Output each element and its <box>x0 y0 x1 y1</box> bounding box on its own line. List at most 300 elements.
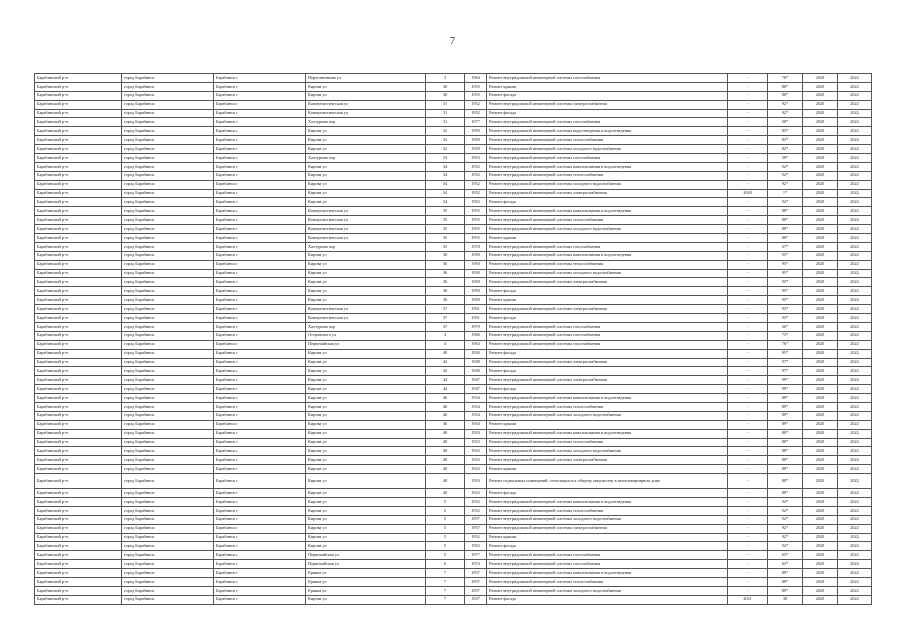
house-number-cell: 32 <box>426 145 465 154</box>
table-row <box>35 251 872 260</box>
settlement-cell: Барабинск г <box>214 551 306 560</box>
municipality-cell: город Барабинск <box>122 577 214 586</box>
street-cell: Кирова ул <box>306 278 426 287</box>
street-cell: Кирова ул <box>306 542 426 551</box>
previous-repair-cell: - <box>728 269 768 278</box>
street-cell: Кирова ул <box>306 474 426 489</box>
work-type-cell: Ремонт внутридомовой инженерной системы газоснабжения <box>487 154 728 163</box>
district-cell: Барабинский р-н <box>35 577 122 586</box>
street-cell: Кирова ул <box>306 595 426 604</box>
municipality-cell: город Барабинск <box>122 322 214 331</box>
wear-cell: 88* <box>768 489 803 498</box>
street-cell: Пероганинкова ул <box>306 74 426 83</box>
build-year-cell: 1934 <box>465 411 487 420</box>
house-number-cell: 34 <box>426 198 465 207</box>
work-type-cell: Ремонт внутридомовой инженерной системы теплоснабжения <box>487 171 728 180</box>
work-type-cell: Ремонт внутридомовой инженерной системы газоснабжения <box>487 340 728 349</box>
work-type-cell: Ремонт фасада <box>487 489 728 498</box>
wear-cell: 89* <box>768 569 803 578</box>
plan-start-cell: 2020 <box>803 533 838 542</box>
previous-repair-cell: - <box>728 198 768 207</box>
build-year-cell: 1957 <box>465 515 487 524</box>
table-row <box>35 278 872 287</box>
municipality-cell: город Барабинск <box>122 251 214 260</box>
previous-repair-cell: - <box>728 533 768 542</box>
wear-cell: 95* <box>768 296 803 305</box>
district-cell: Барабинский р-н <box>35 506 122 515</box>
district-cell: Барабинский р-н <box>35 269 122 278</box>
work-type-cell: Ремонт подвальных помещений, относящихся к общему имуществу в многоквартирном доме <box>487 474 728 489</box>
plan-start-cell: 2020 <box>803 260 838 269</box>
build-year-cell: 1952 <box>465 100 487 109</box>
settlement-cell: Барабинск г <box>214 489 306 498</box>
house-number-cell: 48 <box>426 438 465 447</box>
settlement-cell: Барабинск г <box>214 145 306 154</box>
plan-end-cell: 2022 <box>838 234 872 243</box>
settlement-cell: Барабинск г <box>214 225 306 234</box>
previous-repair-cell: - <box>728 287 768 296</box>
street-cell: Кирова ул <box>306 145 426 154</box>
table-row <box>35 154 872 163</box>
previous-repair-cell: - <box>728 569 768 578</box>
table-row <box>35 349 872 358</box>
previous-repair-cell: - <box>728 551 768 560</box>
previous-repair-cell: - <box>728 358 768 367</box>
settlement-cell: Барабинск г <box>214 402 306 411</box>
build-year-cell: 1959 <box>465 127 487 136</box>
previous-repair-cell: 2020 <box>728 189 768 198</box>
house-number-cell: 44 <box>426 385 465 394</box>
house-number-cell: 31 <box>426 109 465 118</box>
house-number-cell: 5 <box>426 506 465 515</box>
wear-cell: 93* <box>768 305 803 314</box>
plan-end-cell: 2022 <box>838 340 872 349</box>
table-row <box>35 577 872 586</box>
plan-end-cell: 2022 <box>838 198 872 207</box>
municipality-cell: город Барабинск <box>122 171 214 180</box>
table-row <box>35 438 872 447</box>
district-cell: Барабинский р-н <box>35 438 122 447</box>
municipality-cell: город Барабинск <box>122 497 214 506</box>
district-cell: Барабинский р-н <box>35 127 122 136</box>
municipality-cell: город Барабинск <box>122 100 214 109</box>
wear-cell: 88* <box>768 474 803 489</box>
work-type-cell: Ремонт фасада <box>487 595 728 604</box>
district-cell: Барабинский р-н <box>35 586 122 595</box>
previous-repair-cell: - <box>728 429 768 438</box>
work-type-cell: Ремонт внутридомовой инженерной системы газоснабжения <box>487 242 728 251</box>
plan-end-cell: 2022 <box>838 447 872 456</box>
street-cell: Кирова ул <box>306 287 426 296</box>
wear-cell: 95* <box>768 349 803 358</box>
municipality-cell: город Барабинск <box>122 376 214 385</box>
municipality-cell: город Барабинск <box>122 242 214 251</box>
work-type-cell: Ремонт внутридомовой инженерной системы холодного водоснабжения <box>487 180 728 189</box>
table-row <box>35 489 872 498</box>
plan-start-cell: 2020 <box>803 542 838 551</box>
wear-cell: 83* <box>768 136 803 145</box>
previous-repair-cell: - <box>728 260 768 269</box>
plan-end-cell: 2022 <box>838 269 872 278</box>
plan-end-cell: 2022 <box>838 145 872 154</box>
district-cell: Барабинский р-н <box>35 411 122 420</box>
table-row <box>35 542 872 551</box>
district-cell: Барабинский р-н <box>35 560 122 569</box>
previous-repair-cell: - <box>728 402 768 411</box>
settlement-cell: Барабинск г <box>214 376 306 385</box>
municipality-cell: город Барабинск <box>122 109 214 118</box>
plan-start-cell: 2020 <box>803 162 838 171</box>
wear-cell: 97* <box>768 358 803 367</box>
plan-start-cell: 2020 <box>803 515 838 524</box>
house-number-cell: 4 <box>426 340 465 349</box>
previous-repair-cell: - <box>728 447 768 456</box>
municipality-cell: город Барабинск <box>122 340 214 349</box>
table-body <box>35 74 872 605</box>
settlement-cell: Барабинск г <box>214 506 306 515</box>
work-type-cell: Ремонт внутридомовой инженерной системы теплоснабжения <box>487 438 728 447</box>
district-cell: Барабинский р-н <box>35 171 122 180</box>
table-row <box>35 524 872 533</box>
previous-repair-cell: - <box>728 171 768 180</box>
settlement-cell: Барабинск г <box>214 278 306 287</box>
previous-repair-cell: - <box>728 180 768 189</box>
build-year-cell: 1952 <box>465 497 487 506</box>
municipality-cell: город Барабинск <box>122 411 214 420</box>
settlement-cell: Барабинск г <box>214 100 306 109</box>
plan-start-cell: 2020 <box>803 305 838 314</box>
table-row <box>35 207 872 216</box>
house-number-cell: 37 <box>426 305 465 314</box>
settlement-cell: Барабинск г <box>214 171 306 180</box>
wear-cell: 37* <box>768 242 803 251</box>
settlement-cell: Барабинск г <box>214 465 306 474</box>
settlement-cell: Барабинск г <box>214 296 306 305</box>
settlement-cell: Барабинск г <box>214 533 306 542</box>
wear-cell: 92* <box>768 497 803 506</box>
wear-cell: 89* <box>768 420 803 429</box>
build-year-cell: 1950 <box>465 278 487 287</box>
plan-end-cell: 2022 <box>838 189 872 198</box>
plan-start-cell: 2020 <box>803 278 838 287</box>
build-year-cell: 1952 <box>465 533 487 542</box>
municipality-cell: город Барабинск <box>122 465 214 474</box>
previous-repair-cell: - <box>728 322 768 331</box>
plan-end-cell: 2022 <box>838 438 872 447</box>
house-number-cell: 48 <box>426 447 465 456</box>
build-year-cell: 1959 <box>465 145 487 154</box>
plan-start-cell: 2020 <box>803 82 838 91</box>
build-year-cell: 1952 <box>465 162 487 171</box>
wear-cell: 88* <box>768 456 803 465</box>
wear-cell: 89* <box>768 394 803 403</box>
house-number-cell: 7 <box>426 595 465 604</box>
plan-end-cell: 2022 <box>838 474 872 489</box>
district-cell: Барабинский р-н <box>35 349 122 358</box>
street-cell: Кирова ул <box>306 269 426 278</box>
build-year-cell: 1951 <box>465 314 487 323</box>
settlement-cell: Барабинск г <box>214 287 306 296</box>
municipality-cell: город Барабинск <box>122 456 214 465</box>
build-year-cell: 1952 <box>465 198 487 207</box>
table-row <box>35 533 872 542</box>
settlement-cell: Барабинск г <box>214 358 306 367</box>
wear-cell: 76* <box>768 340 803 349</box>
wear-cell: 92* <box>768 171 803 180</box>
municipality-cell: город Барабинск <box>122 234 214 243</box>
municipality-cell: город Барабинск <box>122 524 214 533</box>
plan-end-cell: 2022 <box>838 420 872 429</box>
wear-cell: 88* <box>768 429 803 438</box>
settlement-cell: Барабинск г <box>214 154 306 163</box>
municipality-cell: город Барабинск <box>122 429 214 438</box>
settlement-cell: Барабинск г <box>214 322 306 331</box>
previous-repair-cell: - <box>728 82 768 91</box>
table-row <box>35 402 872 411</box>
build-year-cell: 1966 <box>465 331 487 340</box>
previous-repair-cell: - <box>728 136 768 145</box>
municipality-cell: город Барабинск <box>122 402 214 411</box>
table-row <box>35 225 872 234</box>
municipality-cell: город Барабинск <box>122 586 214 595</box>
street-cell: Халтурина пер <box>306 154 426 163</box>
municipality-cell: город Барабинск <box>122 595 214 604</box>
settlement-cell: Барабинск г <box>214 305 306 314</box>
street-cell: Коммунистическая ул <box>306 314 426 323</box>
municipality-cell: город Барабинск <box>122 394 214 403</box>
street-cell: Кирова ул <box>306 260 426 269</box>
municipality-cell: город Барабинск <box>122 506 214 515</box>
plan-start-cell: 2020 <box>803 171 838 180</box>
plan-end-cell: 2022 <box>838 171 872 180</box>
plan-end-cell: 2022 <box>838 331 872 340</box>
previous-repair-cell: - <box>728 489 768 498</box>
district-cell: Барабинский р-н <box>35 385 122 394</box>
previous-repair-cell: - <box>728 349 768 358</box>
build-year-cell: 1977 <box>465 118 487 127</box>
plan-start-cell: 2020 <box>803 569 838 578</box>
plan-start-cell: 2020 <box>803 287 838 296</box>
house-number-cell: 48 <box>426 429 465 438</box>
district-cell: Барабинский р-н <box>35 189 122 198</box>
plan-start-cell: 2020 <box>803 524 838 533</box>
plan-start-cell: 2020 <box>803 109 838 118</box>
house-number-cell: 36 <box>426 260 465 269</box>
table-row <box>35 515 872 524</box>
street-cell: Кирова ул <box>306 82 426 91</box>
municipality-cell: город Барабинск <box>122 162 214 171</box>
district-cell: Барабинский р-н <box>35 118 122 127</box>
district-cell: Барабинский р-н <box>35 542 122 551</box>
house-number-cell: 35 <box>426 207 465 216</box>
build-year-cell: 1964 <box>465 340 487 349</box>
street-cell: Кирова ул <box>306 402 426 411</box>
wear-cell: 99* <box>768 385 803 394</box>
wear-cell: 92* <box>768 542 803 551</box>
municipality-cell: город Барабинск <box>122 447 214 456</box>
settlement-cell: Барабинск г <box>214 251 306 260</box>
district-cell: Барабинский р-н <box>35 420 122 429</box>
wear-cell: 83* <box>768 127 803 136</box>
municipality-cell: город Барабинск <box>122 189 214 198</box>
plan-start-cell: 2020 <box>803 145 838 154</box>
table-row <box>35 456 872 465</box>
table-row <box>35 367 872 376</box>
settlement-cell: Барабинск г <box>214 91 306 100</box>
table-row <box>35 162 872 171</box>
street-cell: Коммунистическая ул <box>306 234 426 243</box>
build-year-cell: 1933 <box>465 465 487 474</box>
build-year-cell: 1979 <box>465 322 487 331</box>
wear-cell: 99* <box>768 376 803 385</box>
plan-end-cell: 2022 <box>838 251 872 260</box>
wear-cell: 88* <box>768 225 803 234</box>
street-cell: Кирова ул <box>306 367 426 376</box>
work-type-cell: Ремонт внутридомовой инженерной системы электроснабжения <box>487 278 728 287</box>
house-number-cell: 32 <box>426 136 465 145</box>
plan-start-cell: 2020 <box>803 595 838 604</box>
municipality-cell: город Барабинск <box>122 225 214 234</box>
table-row <box>35 180 872 189</box>
table-row <box>35 586 872 595</box>
wear-cell: 93* <box>768 314 803 323</box>
house-number-cell: 48 <box>426 465 465 474</box>
district-cell: Барабинский р-н <box>35 278 122 287</box>
wear-cell: 76* <box>768 74 803 83</box>
plan-start-cell: 2020 <box>803 225 838 234</box>
settlement-cell: Барабинск г <box>214 189 306 198</box>
table-row <box>35 595 872 604</box>
plan-end-cell: 2022 <box>838 296 872 305</box>
municipality-cell: город Барабинск <box>122 305 214 314</box>
house-number-cell: 3 <box>426 74 465 83</box>
settlement-cell: Барабинск г <box>214 429 306 438</box>
plan-end-cell: 2022 <box>838 322 872 331</box>
build-year-cell: 1933 <box>465 438 487 447</box>
settlement-cell: Барабинск г <box>214 586 306 595</box>
district-cell: Барабинский р-н <box>35 82 122 91</box>
plan-end-cell: 2022 <box>838 207 872 216</box>
municipality-cell: город Барабинск <box>122 560 214 569</box>
previous-repair-cell: - <box>728 118 768 127</box>
previous-repair-cell: - <box>728 560 768 569</box>
work-type-cell: Ремонт внутридомовой инженерной системы теплоснабжения <box>487 216 728 225</box>
plan-start-cell: 2020 <box>803 367 838 376</box>
plan-end-cell: 2022 <box>838 242 872 251</box>
wear-cell: 92* <box>768 533 803 542</box>
district-cell: Барабинский р-н <box>35 474 122 489</box>
district-cell: Барабинский р-н <box>35 489 122 498</box>
plan-end-cell: 2022 <box>838 74 872 83</box>
table-row <box>35 198 872 207</box>
house-number-cell: 32 <box>426 127 465 136</box>
work-type-cell: Ремонт внутридомовой инженерной системы холодного водоснабжения <box>487 447 728 456</box>
work-type-cell: Ремонт фасада <box>487 314 728 323</box>
district-cell: Барабинский р-н <box>35 314 122 323</box>
table-row <box>35 385 872 394</box>
previous-repair-cell: - <box>728 154 768 163</box>
plan-start-cell: 2020 <box>803 74 838 83</box>
district-cell: Барабинский р-н <box>35 394 122 403</box>
settlement-cell: Барабинск г <box>214 82 306 91</box>
plan-end-cell: 2022 <box>838 216 872 225</box>
build-year-cell: 1947 <box>465 385 487 394</box>
settlement-cell: Барабинск г <box>214 569 306 578</box>
house-number-cell: 44 <box>426 376 465 385</box>
house-number-cell: 48 <box>426 489 465 498</box>
house-number-cell: 30 <box>426 82 465 91</box>
table-row <box>35 74 872 83</box>
wear-cell: 89* <box>768 577 803 586</box>
plan-end-cell: 2022 <box>838 82 872 91</box>
wear-cell: 88* <box>768 438 803 447</box>
plan-start-cell: 2020 <box>803 216 838 225</box>
build-year-cell: 1957 <box>465 569 487 578</box>
work-type-cell: Ремонт внутридомовой инженерной системы газоснабжения <box>487 331 728 340</box>
street-cell: Коммунистическая ул <box>306 207 426 216</box>
plan-end-cell: 2022 <box>838 497 872 506</box>
table-row <box>35 506 872 515</box>
work-type-cell: Ремонт крыши <box>487 465 728 474</box>
settlement-cell: Барабинск г <box>214 260 306 269</box>
district-cell: Барабинский р-н <box>35 447 122 456</box>
build-year-cell: 1950 <box>465 287 487 296</box>
plan-start-cell: 2020 <box>803 269 838 278</box>
street-cell: Кирова ул <box>306 189 426 198</box>
work-type-cell: Ремонт внутридомовой инженерной системы газоснабжения <box>487 560 728 569</box>
wear-cell: 88* <box>768 91 803 100</box>
plan-start-cell: 2020 <box>803 429 838 438</box>
table-row <box>35 82 872 91</box>
work-type-cell: Ремонт внутридомовой инженерной системы электроснабжения <box>487 189 728 198</box>
settlement-cell: Барабинск г <box>214 560 306 569</box>
street-cell: Кирова ул <box>306 376 426 385</box>
district-cell: Барабинский р-н <box>35 234 122 243</box>
street-cell: Кирова ул <box>306 506 426 515</box>
plan-end-cell: 2022 <box>838 533 872 542</box>
build-year-cell: 1974 <box>465 560 487 569</box>
municipality-cell: город Барабинск <box>122 420 214 429</box>
plan-end-cell: 2022 <box>838 358 872 367</box>
plan-start-cell: 2020 <box>803 358 838 367</box>
plan-start-cell: 2020 <box>803 251 838 260</box>
settlement-cell: Барабинск г <box>214 394 306 403</box>
build-year-cell: 1957 <box>465 586 487 595</box>
work-type-cell: Ремонт фасада <box>487 91 728 100</box>
settlement-cell: Барабинск г <box>214 385 306 394</box>
work-type-cell: Ремонт фасада <box>487 287 728 296</box>
house-number-cell: 36 <box>426 296 465 305</box>
build-year-cell: 1933 <box>465 447 487 456</box>
house-number-cell: 5 <box>426 515 465 524</box>
build-year-cell: 1957 <box>465 524 487 533</box>
district-cell: Барабинский р-н <box>35 569 122 578</box>
district-cell: Барабинский р-н <box>35 180 122 189</box>
settlement-cell: Барабинск г <box>214 447 306 456</box>
table-row <box>35 118 872 127</box>
street-cell: Кирова ул <box>306 429 426 438</box>
street-cell: Первомайская ул <box>306 560 426 569</box>
wear-cell: 95* <box>768 278 803 287</box>
district-cell: Барабинский р-н <box>35 456 122 465</box>
district-cell: Барабинский р-н <box>35 251 122 260</box>
plan-end-cell: 2022 <box>838 489 872 498</box>
plan-end-cell: 2022 <box>838 385 872 394</box>
plan-start-cell: 2020 <box>803 91 838 100</box>
plan-end-cell: 2022 <box>838 278 872 287</box>
district-cell: Барабинский р-н <box>35 100 122 109</box>
previous-repair-cell: - <box>728 542 768 551</box>
